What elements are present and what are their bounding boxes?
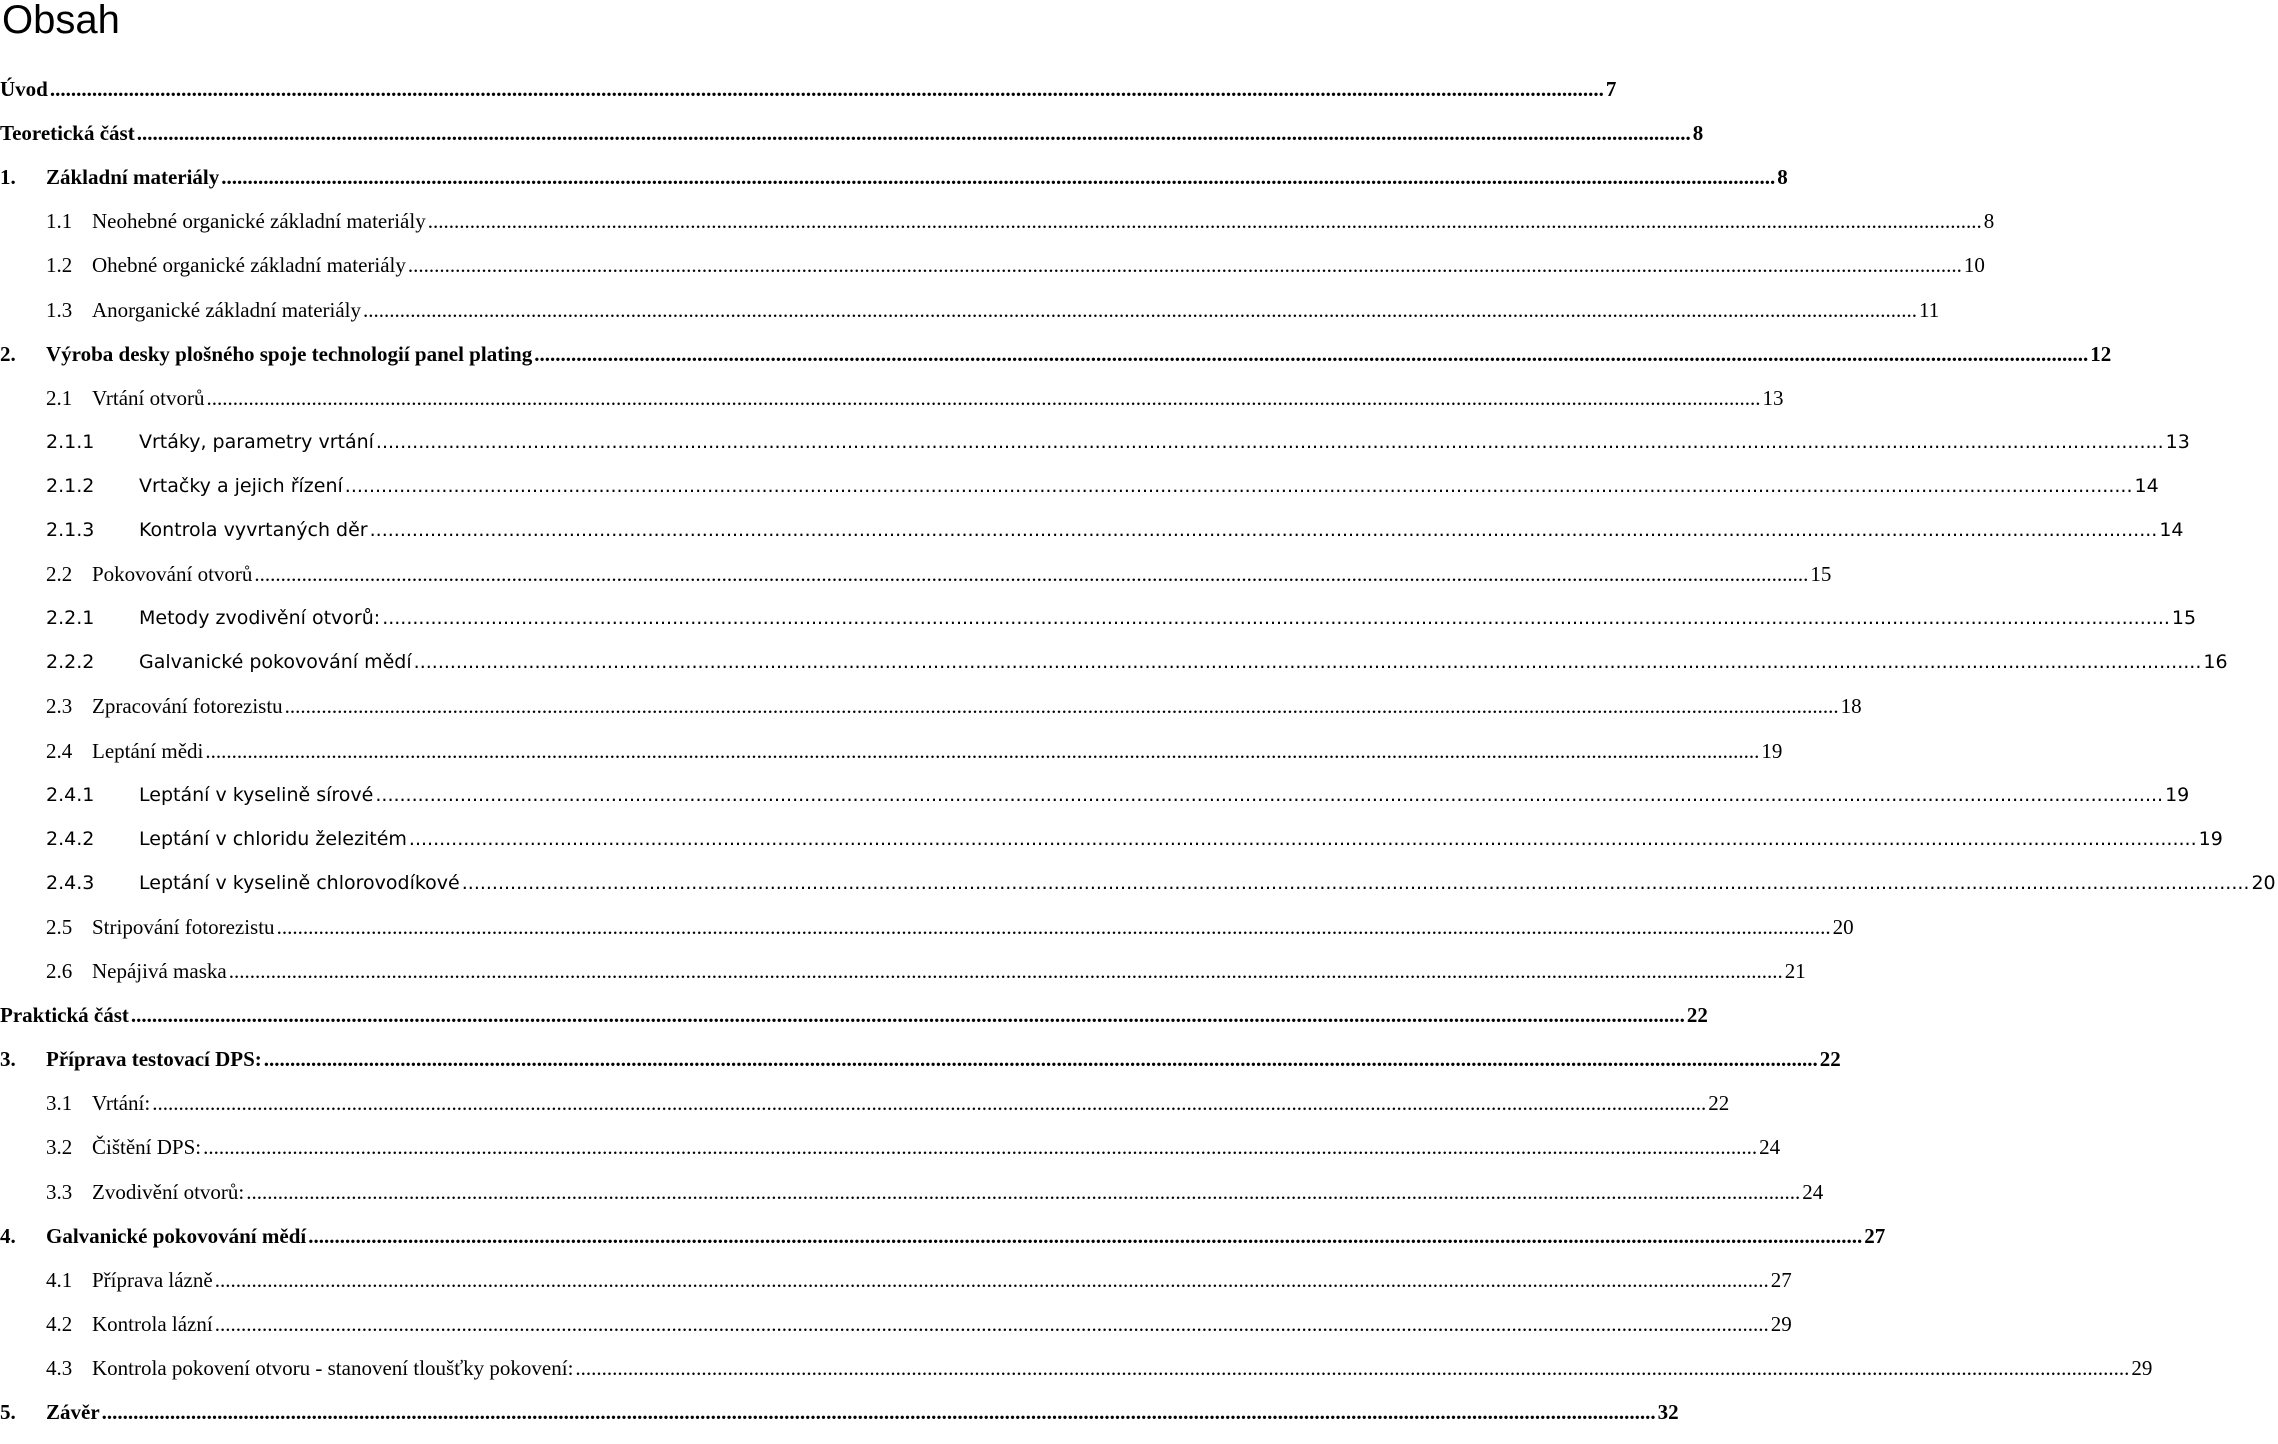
toc-entry[interactable] bbox=[0, 246, 1985, 278]
toc-page-number: 8 bbox=[1692, 121, 1704, 146]
toc-entry-label: Galvanické pokovování mědí bbox=[46, 1223, 307, 1248]
toc-dot-leader bbox=[246, 1179, 1800, 1205]
toc-page-number: 20 bbox=[1832, 914, 1854, 939]
toc-dot-leader bbox=[264, 1046, 1818, 1072]
toc-page-number: 22 bbox=[1686, 1003, 1708, 1028]
toc-page-number: 8 bbox=[1777, 165, 1788, 190]
toc-entry[interactable] bbox=[0, 379, 1784, 411]
toc-entry-label: Závěr bbox=[46, 1400, 100, 1424]
toc-page-number: 11 bbox=[1919, 297, 1940, 322]
toc-page-number: 19 bbox=[2165, 783, 2190, 806]
toc-dot-leader bbox=[575, 1355, 2129, 1381]
toc-entry[interactable] bbox=[0, 820, 2223, 852]
toc-page-number: 19 bbox=[2198, 827, 2223, 850]
toc-entry-label: Vrtačky a jejich řízení bbox=[139, 474, 343, 497]
toc-entry[interactable] bbox=[0, 776, 2190, 808]
toc-entry-number: 2. bbox=[0, 341, 16, 366]
toc-dot-leader bbox=[221, 164, 1775, 190]
toc-entry-label: Zvodivění otvorů: bbox=[92, 1179, 245, 1204]
toc-entry[interactable] bbox=[0, 158, 1788, 190]
toc-page-number: 13 bbox=[2165, 430, 2190, 453]
toc-entry-label: Ohebné organické základní materiály bbox=[92, 253, 406, 278]
toc-entry[interactable] bbox=[0, 687, 1862, 719]
toc-entry[interactable] bbox=[0, 423, 2190, 455]
toc-entry-label: Příprava lázně bbox=[92, 1267, 213, 1292]
toc-entry[interactable] bbox=[0, 335, 2112, 367]
toc-entry-number: 2.4.1 bbox=[46, 783, 95, 806]
toc-entry[interactable] bbox=[0, 1084, 1730, 1116]
toc-dot-leader bbox=[428, 208, 1982, 234]
toc-entry-label: Vrtání otvorů bbox=[92, 385, 205, 410]
toc-page-number: 13 bbox=[1762, 385, 1784, 410]
toc-page-number: 14 bbox=[2159, 519, 2184, 541]
toc-dot-leader bbox=[308, 1223, 1862, 1249]
toc-entry[interactable] bbox=[0, 555, 1832, 587]
toc-page-number: 15 bbox=[1810, 562, 1832, 587]
toc-entry[interactable] bbox=[0, 599, 2197, 631]
toc-entry-label: Metody zvodivění otvorů: bbox=[139, 607, 381, 630]
toc-entry[interactable] bbox=[0, 1261, 1792, 1293]
toc-dot-leader bbox=[102, 1399, 1656, 1425]
toc-dot-leader bbox=[370, 517, 2158, 543]
toc-dot-leader bbox=[131, 1002, 1685, 1028]
toc-entry[interactable] bbox=[0, 1393, 1679, 1425]
toc-page-number: 15 bbox=[2171, 607, 2197, 630]
toc-entry[interactable] bbox=[0, 1173, 1824, 1205]
toc-entry-number: 4. bbox=[0, 1223, 16, 1248]
toc-entry-label: Teoretická část bbox=[0, 121, 135, 146]
toc-page-number: 21 bbox=[1784, 959, 1806, 983]
toc-entry[interactable] bbox=[0, 511, 2184, 543]
toc-entry-number: 2.1 bbox=[46, 385, 73, 410]
toc-entry[interactable] bbox=[0, 908, 1854, 940]
toc-entry-label: Kontrola pokovení otvoru - stanovení tloušťky pokovení: bbox=[92, 1355, 574, 1380]
toc-entry-label: Leptání mědi bbox=[92, 738, 204, 763]
toc-entry-number: 5. bbox=[0, 1400, 16, 1424]
toc-page-number: 32 bbox=[1657, 1400, 1679, 1424]
toc-dot-leader bbox=[363, 297, 1917, 323]
toc-entry-label: Galvanické pokovování mědí bbox=[139, 651, 412, 674]
toc-page-number: 14 bbox=[2134, 474, 2159, 497]
toc-dot-leader bbox=[215, 1267, 1769, 1293]
toc-page-number: 19 bbox=[1761, 738, 1783, 763]
toc-entry-label: Praktická část bbox=[0, 1003, 129, 1028]
toc-entry-number: 1. bbox=[0, 165, 16, 190]
toc-page-number: 20 bbox=[2251, 871, 2276, 894]
toc-page-number: 10 bbox=[1963, 253, 1985, 278]
toc-entry[interactable] bbox=[0, 864, 2276, 896]
toc-dot-leader bbox=[203, 1134, 1757, 1160]
toc-page-number: 29 bbox=[1770, 1311, 1792, 1336]
toc-page-number: 16 bbox=[2203, 651, 2228, 674]
toc-entry[interactable] bbox=[0, 643, 2228, 675]
toc-entry[interactable] bbox=[0, 202, 1995, 234]
toc-page-number: 22 bbox=[1708, 1091, 1730, 1116]
toc-entry-label: Vrtáky, parametry vrtání bbox=[139, 430, 374, 453]
toc-entry-label: Vrtání: bbox=[92, 1091, 151, 1116]
toc-entry-number: 1.3 bbox=[46, 297, 73, 322]
toc-dot-leader bbox=[137, 120, 1691, 146]
toc-entry[interactable] bbox=[0, 70, 1617, 102]
toc-dot-leader bbox=[376, 429, 2164, 455]
toc-entry-label: Pokovování otvorů bbox=[92, 562, 253, 587]
toc-dot-leader bbox=[534, 341, 2088, 367]
toc-entry-label: Kontrola vyvrtaných děr bbox=[139, 519, 368, 541]
toc-entry-number: 4.3 bbox=[46, 1355, 73, 1380]
toc-entry-label: Anorganické základní materiály bbox=[92, 297, 362, 322]
toc-entry-label: Nepájivá maska bbox=[92, 959, 227, 983]
toc-entry-number: 2.1.3 bbox=[46, 519, 95, 541]
toc-entry[interactable] bbox=[0, 114, 1704, 146]
toc-entry-number: 2.4.3 bbox=[46, 871, 95, 894]
toc-entry-label: Leptání v chloridu železitém bbox=[139, 827, 407, 850]
toc-entry[interactable] bbox=[0, 467, 2159, 499]
toc-page-number: 7 bbox=[1605, 77, 1617, 101]
toc-entry-number: 2.4.2 bbox=[46, 827, 95, 850]
toc-page-number: 29 bbox=[2131, 1355, 2153, 1380]
toc-entry[interactable] bbox=[0, 291, 1940, 323]
toc-dot-leader bbox=[205, 738, 1759, 764]
toc-entry-number: 2.5 bbox=[46, 914, 73, 939]
toc-entry-number: 2.2.1 bbox=[46, 607, 95, 630]
toc-entry-label: Zpracování fotorezistu bbox=[92, 694, 283, 719]
toc-dot-leader bbox=[206, 385, 1760, 411]
toc-page-number: 8 bbox=[1983, 209, 1995, 234]
toc-entry-label: Leptání v kyselině sírové bbox=[139, 783, 374, 806]
toc-entry-label: Neohebné organické základní materiály bbox=[92, 209, 426, 234]
toc-dot-leader bbox=[254, 561, 1808, 587]
toc-entry-number: 4.2 bbox=[46, 1311, 73, 1336]
toc-entry-label: Základní materiály bbox=[46, 165, 220, 190]
toc-entry-number: 2.3 bbox=[46, 694, 73, 719]
toc-dot-leader bbox=[375, 782, 2163, 808]
toc-page-number: 22 bbox=[1819, 1047, 1841, 1072]
toc-dot-leader bbox=[285, 693, 1839, 719]
toc-entry[interactable] bbox=[0, 1217, 1886, 1249]
toc-dot-leader bbox=[152, 1090, 1706, 1116]
toc-page-number: 27 bbox=[1770, 1267, 1792, 1292]
toc-entry-number: 2.1.2 bbox=[46, 474, 95, 497]
toc-dot-leader bbox=[382, 605, 2170, 631]
toc-entry-label: Čištění DPS: bbox=[92, 1135, 202, 1160]
toc-dot-leader bbox=[50, 76, 1604, 102]
toc-entry-number: 2.2 bbox=[46, 562, 73, 587]
toc-page-number: 18 bbox=[1840, 694, 1862, 719]
toc-entry[interactable] bbox=[0, 1349, 2153, 1381]
toc-entry-label: Úvod bbox=[0, 77, 48, 101]
toc-entry[interactable] bbox=[0, 732, 1783, 764]
toc-dot-leader bbox=[229, 958, 1783, 984]
toc-dot-leader bbox=[462, 870, 2250, 896]
toc-entry-label: Výroba desky plošného spoje technologií panel plating bbox=[46, 341, 533, 366]
page-title: Obsah bbox=[2, 0, 120, 42]
toc-entry-number: 2.1.1 bbox=[46, 430, 95, 453]
toc-dot-leader bbox=[345, 473, 2133, 499]
toc-entry[interactable] bbox=[0, 952, 1806, 984]
toc-dot-leader bbox=[277, 914, 1831, 940]
toc-dot-leader bbox=[414, 649, 2202, 675]
toc-entry-number: 4.1 bbox=[46, 1267, 73, 1292]
toc-dot-leader bbox=[408, 252, 1962, 278]
toc-page-number: 24 bbox=[1759, 1135, 1781, 1160]
toc-entry-number: 2.6 bbox=[46, 959, 73, 983]
toc-entry-number: 3.1 bbox=[46, 1091, 73, 1116]
toc-page-number: 12 bbox=[2090, 341, 2112, 366]
toc-entry[interactable] bbox=[0, 1305, 1792, 1337]
toc-entry-number: 3.3 bbox=[46, 1179, 73, 1204]
toc-entry-label: Příprava testovací DPS: bbox=[46, 1047, 262, 1072]
toc-entry-number: 3.2 bbox=[46, 1135, 73, 1160]
toc-entry-label: Kontrola lázní bbox=[92, 1311, 213, 1336]
toc-dot-leader bbox=[215, 1311, 1769, 1337]
toc-entry-number: 2.4 bbox=[46, 738, 73, 763]
toc-page-number: 24 bbox=[1802, 1179, 1824, 1204]
toc-entry[interactable] bbox=[0, 1040, 1841, 1072]
toc-entry-number: 2.2.2 bbox=[46, 651, 95, 674]
toc-dot-leader bbox=[409, 826, 2197, 852]
toc-entry-label: Leptání v kyselině chlorovodíkové bbox=[139, 871, 460, 894]
toc-entry[interactable] bbox=[0, 996, 1708, 1028]
toc-entry-label: Stripování fotorezistu bbox=[92, 914, 275, 939]
toc-entry-number: 1.1 bbox=[46, 209, 73, 234]
toc-page-number: 27 bbox=[1864, 1223, 1886, 1248]
toc-entry-number: 1.2 bbox=[46, 253, 73, 278]
toc-entry[interactable] bbox=[0, 1128, 1781, 1160]
toc-entry-number: 3. bbox=[0, 1047, 16, 1072]
